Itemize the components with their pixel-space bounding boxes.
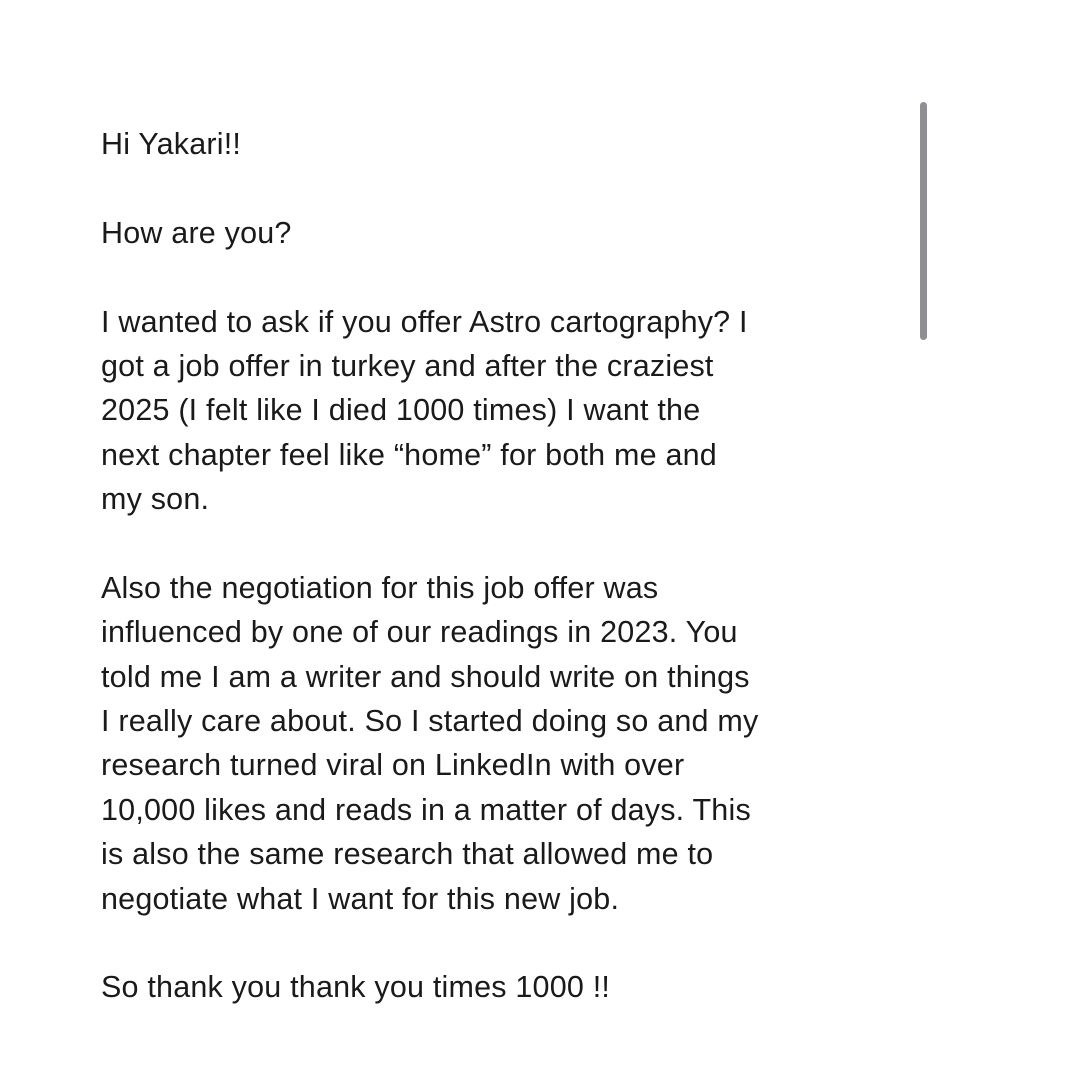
paragraph-spacer: [101, 921, 901, 965]
text-line: How are you?: [101, 215, 292, 250]
text-line: research turned viral on LinkedIn with over: [101, 748, 685, 783]
paragraph-question: [101, 211, 901, 255]
text-line: told me I am a writer and should write on things: [101, 659, 750, 694]
text-line: So thank you thank you times 1000 !!: [101, 970, 611, 1005]
text-line: Also the negotiation for this job offer was: [101, 570, 659, 605]
message-body[interactable]: [101, 122, 901, 1010]
text-line: negotiate what I want for this new job.: [101, 881, 620, 916]
text-line: influenced by one of our readings in 2023. You: [101, 615, 738, 650]
paragraph-request: [101, 300, 901, 522]
text-line: I wanted to ask if you offer Astro cartography? I: [101, 304, 748, 339]
scrollbar-thumb[interactable]: [920, 102, 927, 340]
text-line: 10,000 likes and reads in a matter of days. This: [101, 792, 751, 827]
paragraph-spacer: [101, 255, 901, 299]
paragraph-story: [101, 566, 901, 921]
text-line: next chapter feel like “home” for both me and: [101, 437, 717, 472]
text-line: Hi Yakari!!: [101, 127, 242, 161]
text-line: 2025 (I felt like I died 1000 times) I want the: [101, 393, 701, 428]
paragraph-spacer: [101, 166, 901, 210]
paragraph-thanks: [101, 965, 901, 1009]
paragraph-spacer: [101, 522, 901, 566]
text-line: got a job offer in turkey and after the craziest: [101, 348, 714, 383]
paragraph-greeting: [101, 122, 901, 166]
text-line: I really care about. So I started doing so and my: [101, 704, 759, 739]
text-line: my son.: [101, 482, 210, 517]
text-line: is also the same research that allowed me to: [101, 837, 714, 872]
